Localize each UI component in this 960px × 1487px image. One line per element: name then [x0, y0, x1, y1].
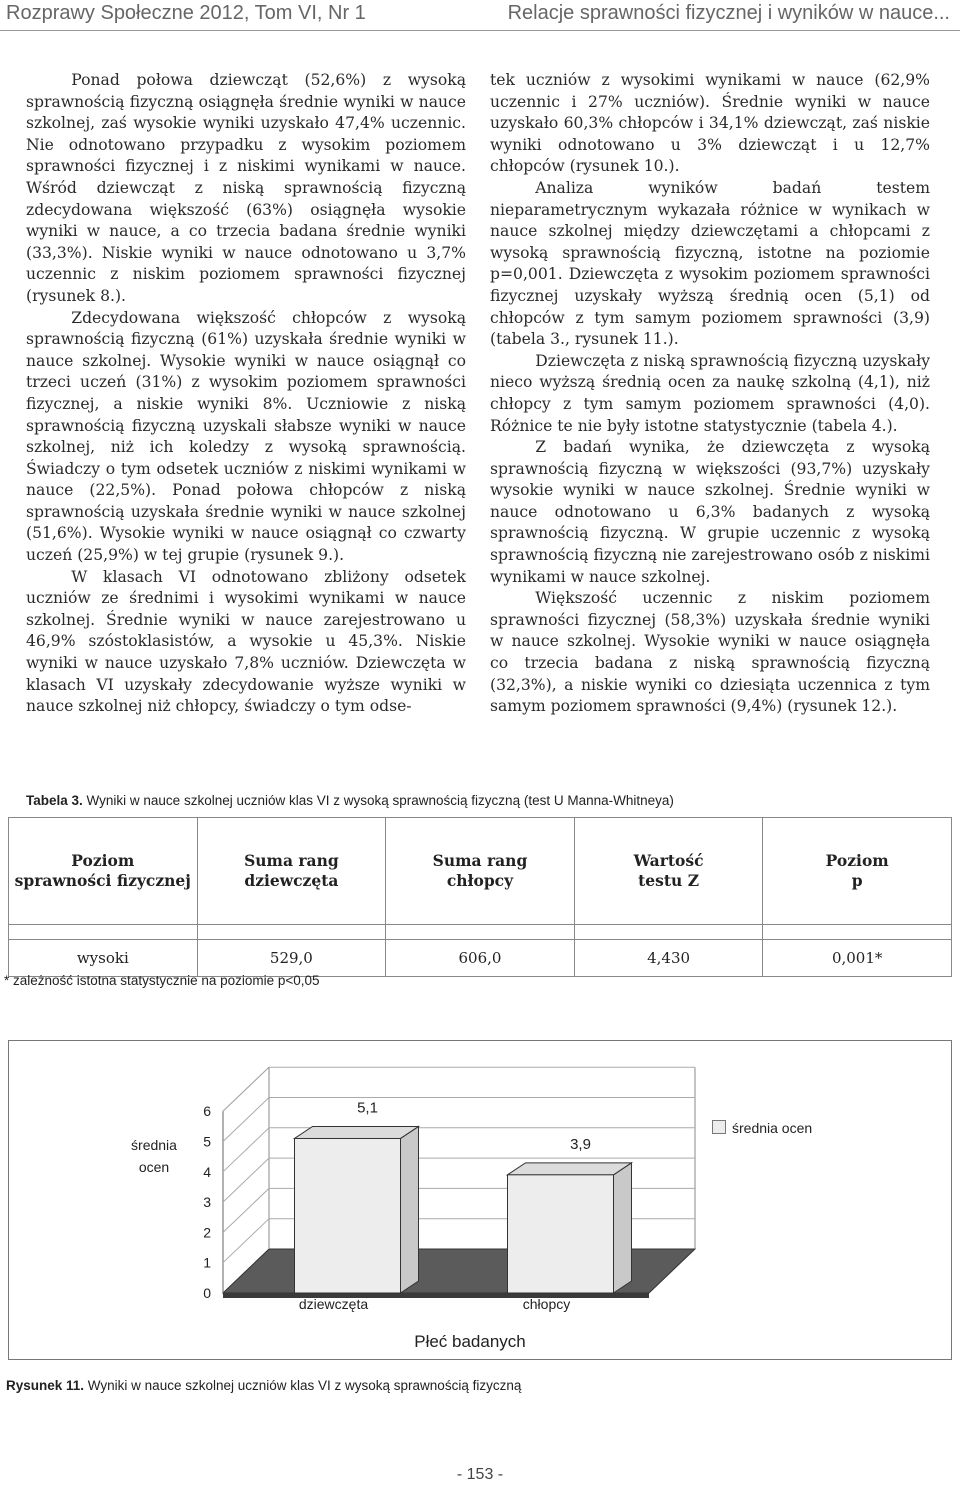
- x-tick-label-chłopcy: chłopcy: [522, 1296, 571, 1312]
- figure-caption-label: Rysunek 11.: [6, 1378, 85, 1393]
- legend-swatch: [712, 1120, 726, 1134]
- header-cell: Suma rang dziewczęta: [197, 818, 386, 925]
- y-tick-label: 3: [203, 1194, 211, 1211]
- table-cell: 529,0: [197, 940, 386, 977]
- y-tick-label: 4: [203, 1163, 211, 1180]
- bar-side-dziewczęta: [401, 1126, 419, 1293]
- bar-chart-frame: [8, 1040, 952, 1360]
- table-caption-text: Wyniki w nauce szkolnej uczniów klas VI z wysoką sprawnością fizyczną (test U Manna-Whitneya): [82, 793, 674, 808]
- bar-side-chłopcy: [614, 1163, 632, 1293]
- table-cell: 606,0: [386, 940, 575, 977]
- paragraph: W klasach VI odnotowano zbliżony odsetek uczniów ze średnimi i wysokimi wynikami w nauce szkolnej. Średnie wyniki w nauce zarejestrowano u 46,9% szóstoklasistów, a wysokie u 45,3%. Niskie wyniki w nauce uzyskało 7,8% uczniów. Dziewczęta w klasach VI uzyskały zdecydowanie wyższe wyniki w nauce szkolnej niż chłopcy, świadczy o tym odse-: [26, 567, 466, 716]
- table-header-row: [9, 818, 952, 925]
- header-cell: Poziom p: [763, 818, 952, 925]
- header-cell: Suma rang chłopcy: [386, 818, 575, 925]
- left-column: [26, 70, 466, 718]
- paragraph: Ponad połowa dziewcząt (52,6%) z wysoką sprawnością fizyczną osiągnęła średnie wyniki w nauce szkolnej, zaś wysokie wyniki uzyskało 47,4% uczennic. Nie odnotowano przypadku z wysokim poziomem sprawności fizycznej i z niskimi wynikami w nauce. Wśród dziewcząt z niską sprawnością fizyczną zdecydowana większość (63%) osiągnęła wysokie wyniki w nauce, a co trzecia badana średnie wyniki (33,3%). Niskie wyniki w nauce odnotowano u 3,7% uczennic z niskim poziomem sprawności fizycznej (rysunek 8.).: [26, 71, 466, 305]
- x-tick-label-dziewczęta: dziewczęta: [298, 1296, 369, 1312]
- header-cell: Wartość testu Z: [574, 818, 763, 925]
- y-tick-label: 1: [203, 1254, 211, 1271]
- paragraph: Większość uczennic z niskim poziomem sprawności fizycznej (58,3%) uzyskała średnie wyniki w nauce szkolnej. Wysokie wyniki w nauce osiągnęła co trzecia badana z niską sprawnością fizyczną (32,3%), a niskie wyniki co dziesiąta uczennica z tym samym poziomem sprawności (9,4%) (rysunek 12.).: [490, 589, 930, 716]
- table-footnote: * zależność istotna statystycznie na poziomie p<0,05: [4, 973, 320, 988]
- paragraph: Zdecydowana większość chłopców z wysoką sprawnością fizyczną (61%) uzyskała średnie wyniki w nauce szkolnej. Wysokie wyniki w nauce osiągnął co trzeci uczeń (31%) z wysokim poziomem sprawności fizycznej, a niskie wyniki 8%. Uczniowie z niską sprawnością fizyczną uzyskali słabsze wyniki w nauce szkolnej, niż ich koledzy z wysoką sprawnością. Świadczy o tym odsetek uczniów z niskimi wynikami w nauce (22,5%). Ponad połowa chłopców z niską sprawnością uzyskała średnie wyniki w nauce szkolnej (51,6%). Wysokie wyniki w nauce osiągnął co czwarty uczeń (25,9%) w tej grupie (rysunek 9.).: [26, 308, 466, 565]
- chart-legend: [712, 1120, 812, 1136]
- chart-floor-edge: [223, 1293, 649, 1298]
- table-caption: [26, 793, 946, 808]
- header-cell: Poziom sprawności fizycznej: [9, 818, 198, 925]
- bar-top-chłopcy: [508, 1163, 632, 1175]
- table-spacer-row: [9, 925, 952, 940]
- y-tick-label: 0: [203, 1285, 211, 1301]
- table-cell: 0,001*: [763, 940, 952, 977]
- paragraph: tek uczniów z wysokimi wynikami w nauce (62,9% uczennic i 27% uczniów). Średnie wyniki w nauce uzyskało 60,3% chłopców i 34,1% dziewcząt, zaś niskie wyniki odnotowano u 3% dziewcząt i u 12,7% chłopców (rysunek 10.).: [490, 71, 930, 176]
- figure-caption: [6, 1378, 946, 1393]
- data-label-dziewczęta: 5,1: [357, 1099, 378, 1117]
- bar-top-dziewczęta: [295, 1126, 419, 1138]
- y-tick-label: 5: [203, 1133, 211, 1150]
- right-column: [490, 70, 930, 718]
- paragraph: Z badań wynika, że dziewczęta z wysoką sprawnością fizyczną w większości (93,7%) uzyskały wysokie wyniki w nauce szkolnej. Średnie wyniki w nauce odnotowano u 6,3% badanych z wysoką sprawnością fizyczną. W grupie uczennic z wysoką sprawnością fizyczną nie zarejestrowano osób z niskimi wynikami w nauce szkolnej.: [490, 438, 930, 586]
- table-cell: wysoki: [9, 940, 198, 977]
- article-title: Relacje sprawności fizycznej i wyników w nauce...: [507, 2, 950, 24]
- table-row: [9, 940, 952, 977]
- table-cell: 4,430: [574, 940, 763, 977]
- figure-caption-text: Wyniki w nauce szkolnej uczniów klas VI z wysoką sprawnością fizyczną: [84, 1378, 522, 1393]
- bar-dziewczęta: [295, 1138, 401, 1293]
- running-header: [0, 0, 960, 31]
- x-axis-title: Płeć badanych: [414, 1332, 526, 1351]
- paragraph: Analiza wyników badań testem nieparametrycznym wykazała różnice w wynikach w nauce szkolnej między dziewczętami a chłopcami z wysoką sprawnością fizyczną, istotne na poziomie p=0,001. Dziewczęta z wysokim poziomem sprawności fizycznej uzyskały wyższą średnią ocen (5,1) od chłopców z tym samym poziomem sprawności (3,9) (tabela 3., rysunek 11.).: [490, 178, 930, 349]
- page-number: - 153 -: [456, 1466, 504, 1483]
- y-tick-label: 6: [203, 1103, 211, 1120]
- legend-label: średnia ocen: [732, 1120, 813, 1136]
- paragraph: Dziewczęta z niską sprawnością fizyczną uzyskały nieco wyższą średnią ocen za naukę szkolną (4,1), niż chłopcy z tym samym poziomem sprawności (4,0). Różnice te nie były istotne statystycznie (tabela 4.).: [490, 351, 930, 435]
- table-caption-label: Tabela 3.: [26, 793, 83, 808]
- results-table: [8, 817, 952, 977]
- data-label-chłopcy: 3,9: [570, 1135, 591, 1153]
- y-axis-label: średnia ocen: [131, 1137, 177, 1175]
- bar-chłopcy: [508, 1175, 614, 1293]
- journal-title: Rozprawy Społeczne 2012, Tom VI, Nr 1: [6, 2, 366, 24]
- y-tick-label: 2: [203, 1224, 211, 1241]
- bar-chart: [9, 1041, 951, 1359]
